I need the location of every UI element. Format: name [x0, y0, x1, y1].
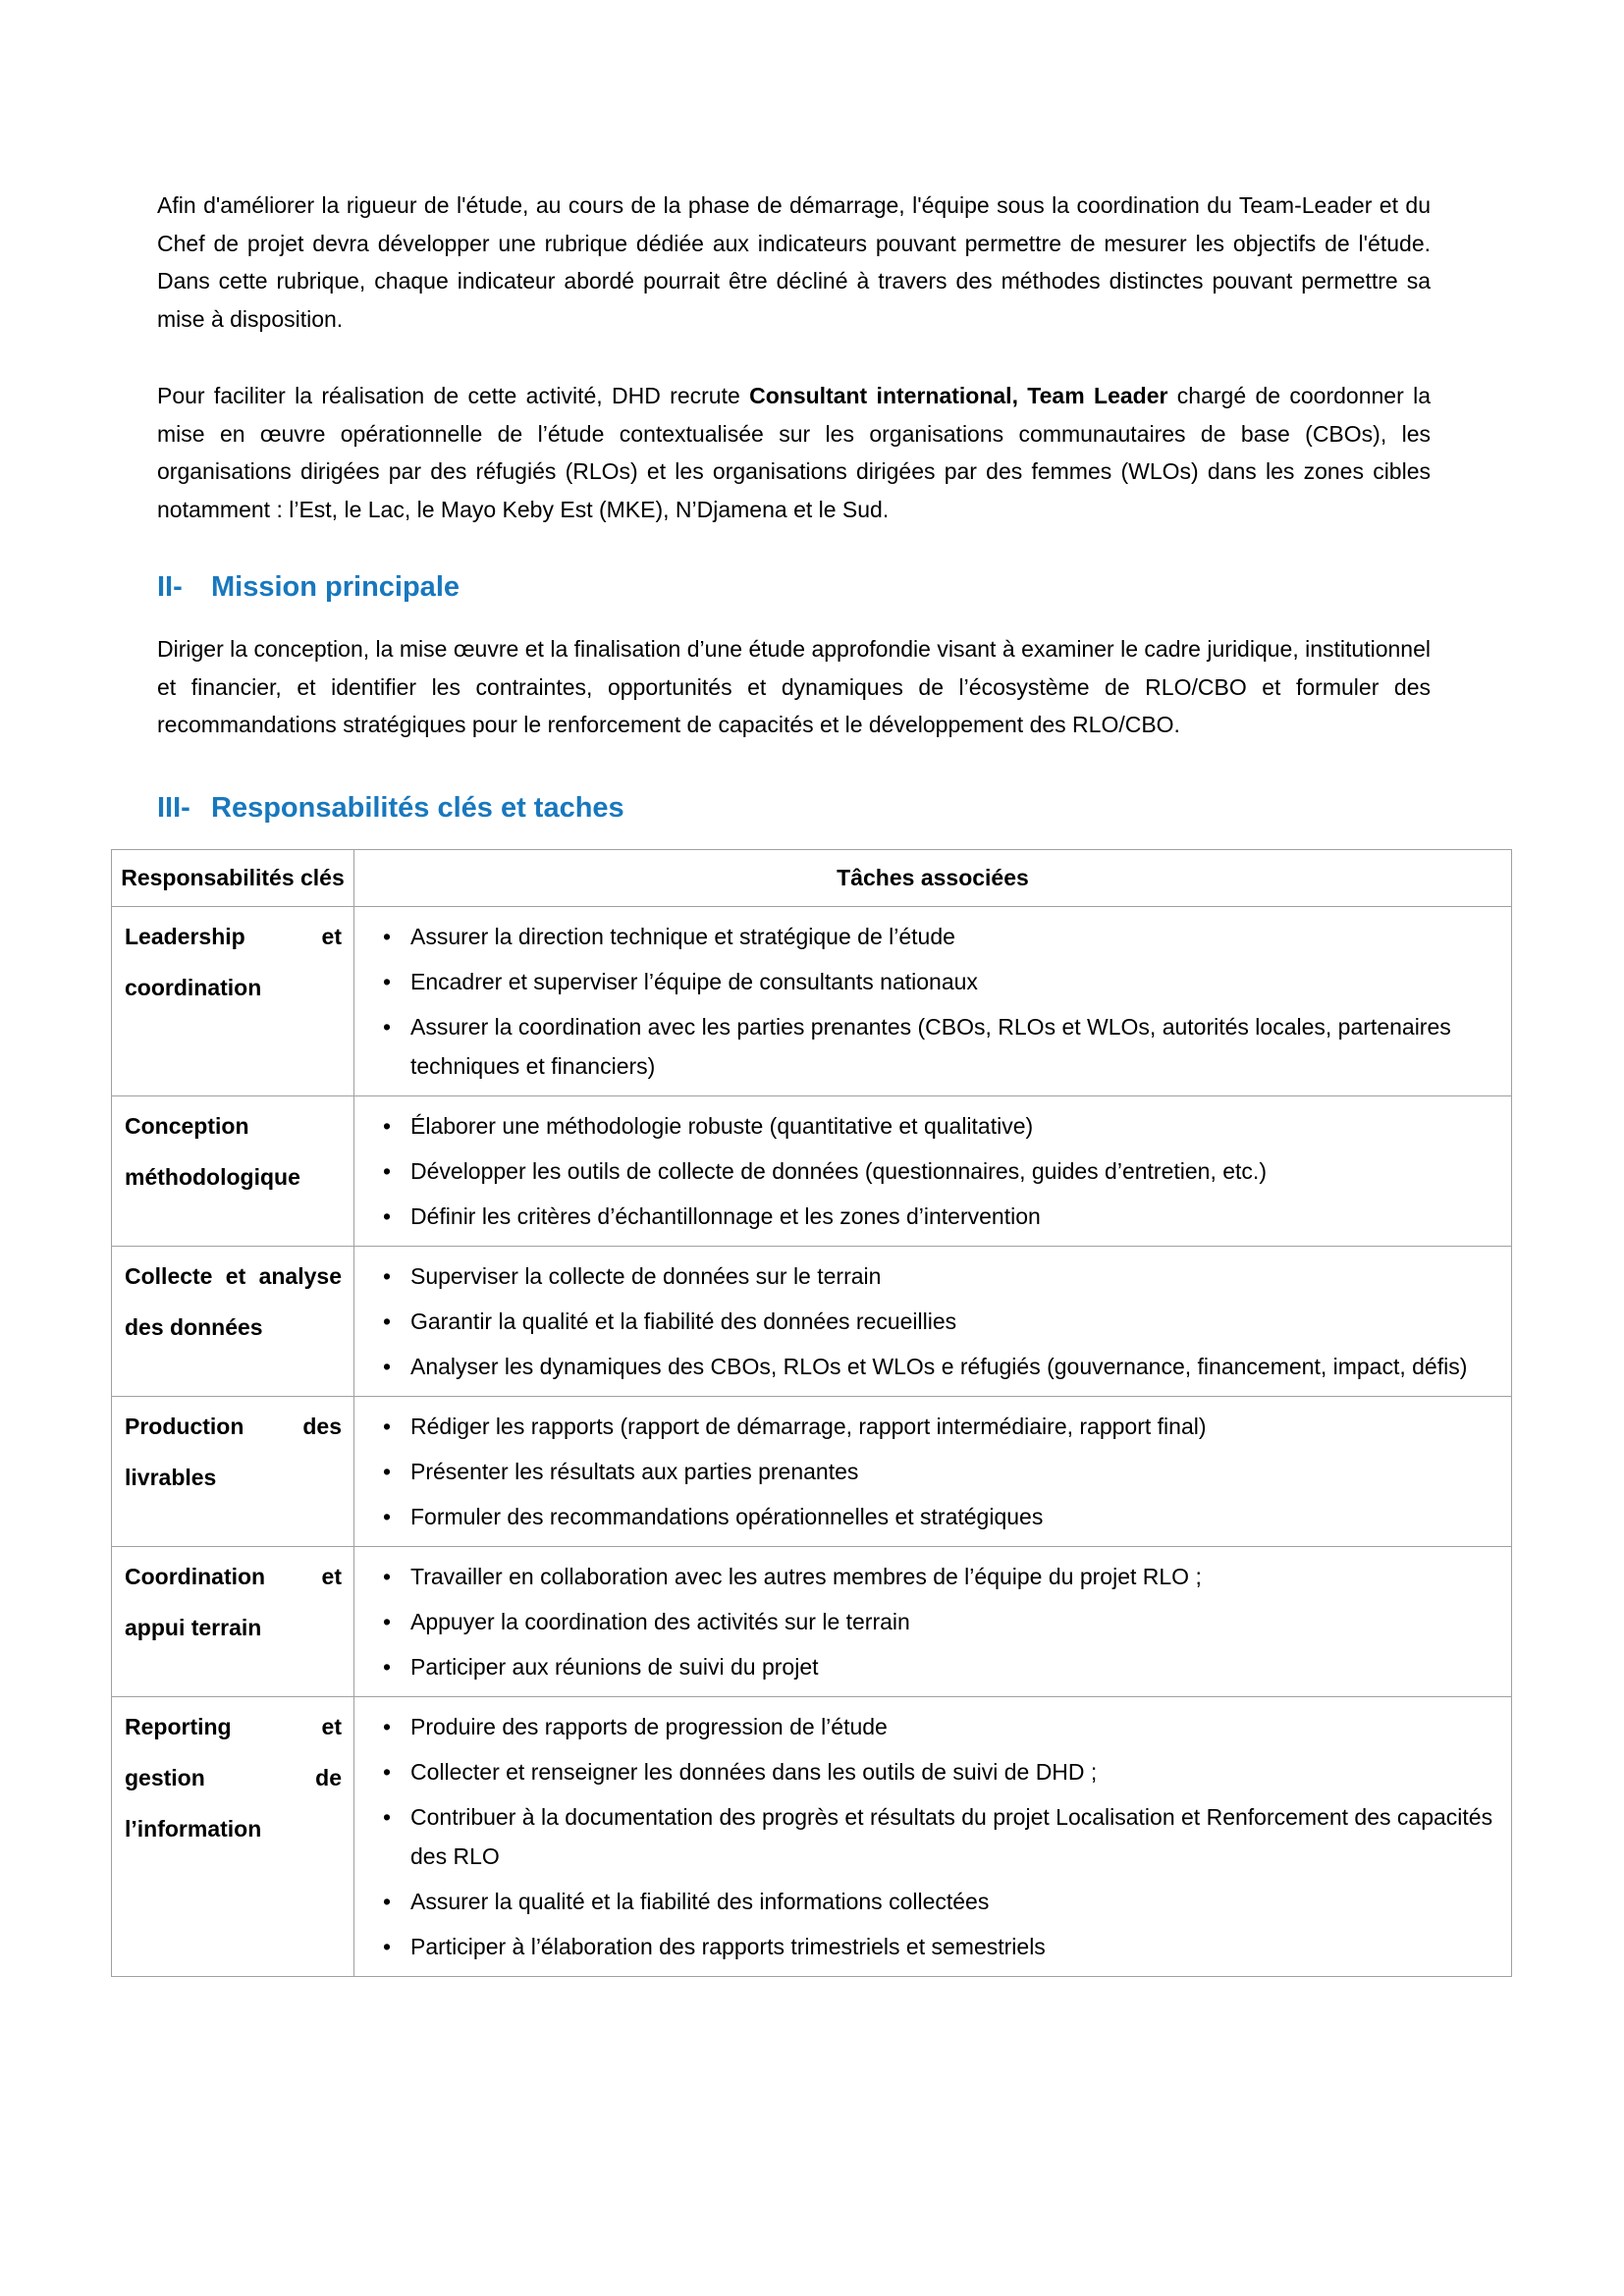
task-text: Garantir la qualité et la fiabilité des données recueillies [410, 1308, 957, 1334]
bullet-icon: • [383, 1888, 392, 1914]
task-item [354, 1007, 1503, 1086]
task-text: Produire des rapports de progression de l’étude [410, 1713, 888, 1739]
tasks-column-header: Tâches associées [354, 849, 1512, 906]
task-item [354, 1882, 1503, 1921]
task-text: Développer les outils de collecte de données (questionnaires, guides d’entretien, etc.) [410, 1157, 1267, 1184]
bullet-icon: • [383, 1503, 392, 1529]
responsibilities-column-header: Responsabilités clés [112, 849, 354, 906]
task-text: Encadrer et superviser l’équipe de consultants nationaux [410, 968, 978, 994]
section-heading-responsibilities [157, 788, 1431, 828]
task-text: Collecter et renseigner les données dans les outils de suivi de DHD ; [410, 1758, 1098, 1785]
task-text: Analyser les dynamiques des CBOs, RLOs et WLOs e réfugiés (gouvernance, financement, impact, défis) [410, 1353, 1468, 1379]
bullet-icon: • [383, 968, 392, 994]
task-item [354, 917, 1503, 956]
table-row [112, 1396, 1512, 1546]
task-item [354, 1347, 1503, 1386]
task-item [354, 1197, 1503, 1236]
bullet-icon: • [383, 1653, 392, 1680]
task-text: Élaborer une méthodologie robuste (quantitative et qualitative) [410, 1112, 1034, 1139]
bullet-icon: • [383, 1608, 392, 1634]
task-item [354, 1752, 1503, 1791]
section-title: Mission principale [211, 571, 460, 603]
intro-paragraph: Afin d'améliorer la rigueur de l'étude, au cours de la phase de démarrage, l'équipe sous la coordination du Team-Leader et du Chef de projet devra développer une rubrique dédiée aux indicateurs pouvant permettre de mesurer les objectifs de l'étude. Dans cette rubrique, chaque indicateur abordé pourrait être décliné à travers des méthodes distinctes pouvant permettre sa mise à disposition. [157, 192, 1431, 332]
bullet-icon: • [383, 1803, 392, 1830]
bullet-icon: • [383, 1458, 392, 1484]
task-item [354, 1707, 1503, 1746]
section-number: III- [157, 791, 190, 824]
responsibility-cell: Leadership et coordination [112, 906, 354, 1095]
recruitment-paragraph [157, 377, 1431, 528]
table-row [112, 1095, 1512, 1246]
task-item [354, 1647, 1503, 1686]
bullet-icon: • [383, 1308, 392, 1334]
table-row [112, 1546, 1512, 1696]
recruitment-text-pre: Pour faciliter la réalisation de cette activité, DHD recrute [157, 383, 750, 408]
table-row [112, 1246, 1512, 1396]
responsibility-cell: Collecte et analyse des données [112, 1246, 354, 1396]
tasks-table-body [112, 906, 1512, 1976]
bullet-icon: • [383, 1563, 392, 1589]
task-item [354, 1557, 1503, 1596]
bullet-icon: • [383, 1013, 392, 1040]
bullet-icon: • [383, 1202, 392, 1229]
task-item [354, 1452, 1503, 1491]
responsibility-cell: Production des livrables [112, 1396, 354, 1546]
task-text: Travailler en collaboration avec les autres membres de l’équipe du projet RLO ; [410, 1563, 1202, 1589]
task-item [354, 1256, 1503, 1296]
task-text: Appuyer la coordination des activités sur le terrain [410, 1608, 910, 1634]
table-row [112, 1696, 1512, 1976]
table-header-row [112, 849, 1512, 906]
responsibility-cell: Conception méthodologique [112, 1095, 354, 1246]
recruitment-text-post: chargé de coordonner la mise en œuvre opérationnelle de l’étude contextualisée sur les organisations communautaires de base (CBOs), les organisations dirigées par des réfugiés (RLOs) et les organisations dirigées par des femmes (WLOs) dans les zones cibles notamment : l’Est, le Lac, le Mayo Keby Est (MKE), N’Djamena et le Sud. [157, 383, 1431, 522]
bullet-icon: • [383, 1112, 392, 1139]
tasks-cell [354, 906, 1512, 1095]
task-item [354, 1106, 1503, 1146]
task-text: Superviser la collecte de données sur le terrain [410, 1262, 882, 1289]
task-item [354, 1797, 1503, 1876]
tasks-cell [354, 1546, 1512, 1696]
task-text: Assurer la qualité et la fiabilité des informations collectées [410, 1888, 990, 1914]
bullet-icon: • [383, 1413, 392, 1439]
task-item [354, 1407, 1503, 1446]
tasks-cell [354, 1696, 1512, 1976]
bullet-icon: • [383, 923, 392, 949]
bullet-icon: • [383, 1157, 392, 1184]
bullet-icon: • [383, 1933, 392, 1959]
table-row [112, 906, 1512, 1095]
tasks-cell [354, 1246, 1512, 1396]
task-item [354, 1151, 1503, 1191]
consultant-title-bold: Consultant international, Team Leader [749, 383, 1168, 408]
task-text: Assurer la direction technique et stratégique de l’étude [410, 923, 955, 949]
task-text: Participer aux réunions de suivi du projet [410, 1653, 819, 1680]
task-item [354, 1927, 1503, 1966]
task-text: Formuler des recommandations opérationnelles et stratégiques [410, 1503, 1044, 1529]
bullet-icon: • [383, 1758, 392, 1785]
tasks-cell [354, 1095, 1512, 1246]
task-item [354, 1497, 1503, 1536]
responsibilities-table [111, 849, 1512, 1977]
responsibility-cell: Coordination et appui terrain [112, 1546, 354, 1696]
tasks-cell [354, 1396, 1512, 1546]
task-text: Rédiger les rapports (rapport de démarrage, rapport intermédiaire, rapport final) [410, 1413, 1207, 1439]
section-number: II- [157, 571, 183, 603]
bullet-icon: • [383, 1713, 392, 1739]
section-title: Responsabilités clés et taches [211, 791, 624, 824]
mission-paragraph: Diriger la conception, la mise œuvre et la finalisation d’une étude approfondie visant à examiner le cadre juridique, institutionnel et financier, et identifier les contraintes, opportunités et dynamiques de l’écosystème de RLO/CBO et formuler des recommandations stratégiques pour le renforcement de capacités et le développement des RLO/CBO. [157, 636, 1431, 737]
section-heading-mission [157, 567, 1431, 607]
bullet-icon: • [383, 1353, 392, 1379]
responsibility-cell: Reporting et gestion de l’information [112, 1696, 354, 1976]
task-text: Participer à l’élaboration des rapports trimestriels et semestriels [410, 1933, 1046, 1959]
task-text: Contribuer à la documentation des progrès et résultats du projet Localisation et Renforcement des capacités des RLO [410, 1803, 1493, 1869]
task-item [354, 1602, 1503, 1641]
task-item [354, 1302, 1503, 1341]
task-text: Présenter les résultats aux parties prenantes [410, 1458, 859, 1484]
task-item [354, 962, 1503, 1001]
bullet-icon: • [383, 1262, 392, 1289]
task-text: Assurer la coordination avec les parties prenantes (CBOs, RLOs et WLOs, autorités locales, partenaires techniques et financiers) [410, 1013, 1451, 1079]
task-text: Définir les critères d’échantillonnage et les zones d’intervention [410, 1202, 1041, 1229]
